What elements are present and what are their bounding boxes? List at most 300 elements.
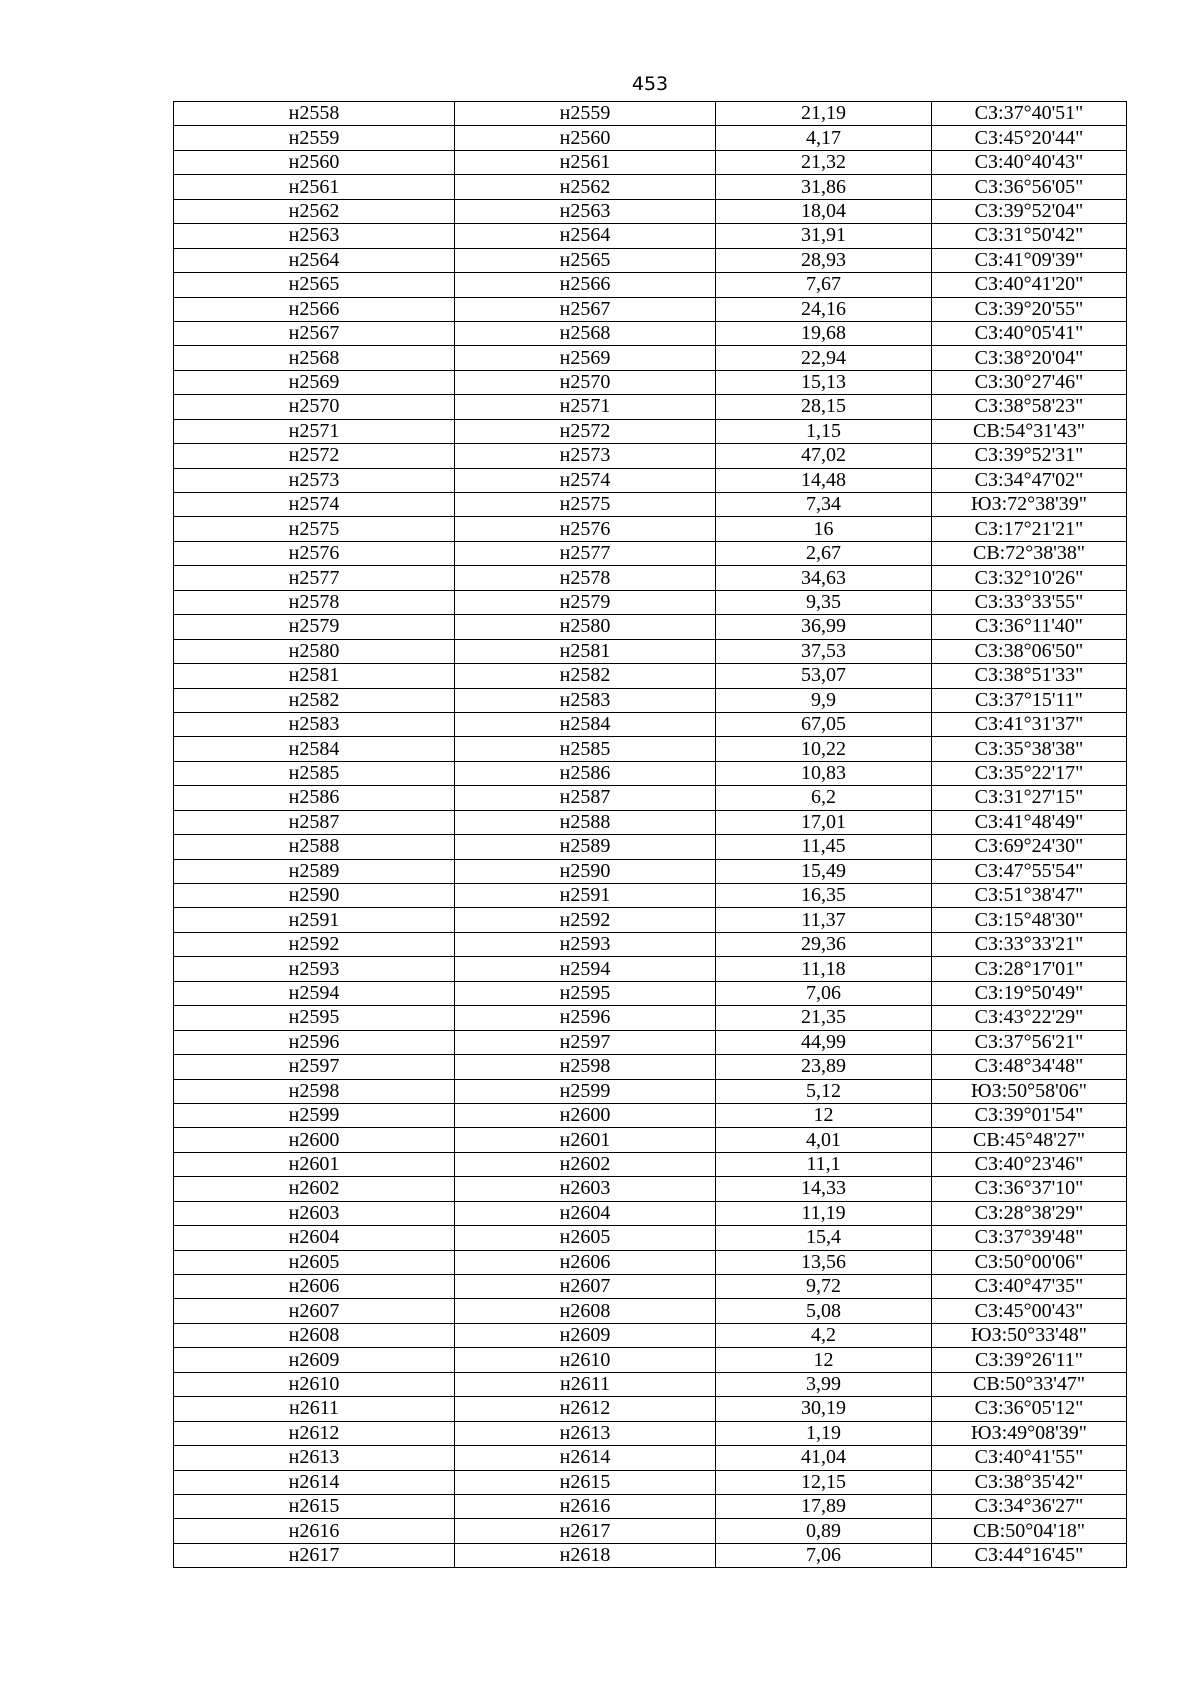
length-cell: 4,17 (716, 126, 932, 150)
to-point-cell: н2603 (455, 1177, 716, 1201)
length-cell: 11,37 (716, 908, 932, 932)
bearing-cell: СЗ:40°41'20" (932, 273, 1127, 297)
bearing-cell: СЗ:38°06'50" (932, 639, 1127, 663)
to-point-cell: н2616 (455, 1494, 716, 1518)
length-cell: 12 (716, 1103, 932, 1127)
length-cell: 7,34 (716, 493, 932, 517)
length-cell: 7,06 (716, 1543, 932, 1567)
from-point-cell: н2569 (174, 370, 455, 394)
length-cell: 16,35 (716, 884, 932, 908)
table-row (174, 639, 1127, 663)
from-point-cell: н2588 (174, 835, 455, 859)
from-point-cell: н2589 (174, 859, 455, 883)
to-point-cell: н2618 (455, 1543, 716, 1567)
from-point-cell: н2566 (174, 297, 455, 321)
bearing-cell: СЗ:45°20'44" (932, 126, 1127, 150)
coordinates-table (173, 101, 1127, 1568)
bearing-cell: СЗ:51°38'47" (932, 884, 1127, 908)
to-point-cell: н2559 (455, 102, 716, 126)
length-cell: 30,19 (716, 1397, 932, 1421)
from-point-cell: н2578 (174, 590, 455, 614)
to-point-cell: н2578 (455, 566, 716, 590)
length-cell: 5,12 (716, 1079, 932, 1103)
from-point-cell: н2587 (174, 810, 455, 834)
from-point-cell: н2609 (174, 1348, 455, 1372)
from-point-cell: н2617 (174, 1543, 455, 1567)
from-point-cell: н2594 (174, 981, 455, 1005)
bearing-cell: СЗ:39°01'54" (932, 1103, 1127, 1127)
from-point-cell: н2595 (174, 1006, 455, 1030)
from-point-cell: н2615 (174, 1494, 455, 1518)
from-point-cell: н2592 (174, 932, 455, 956)
table-row (174, 493, 1127, 517)
table-row (174, 1494, 1127, 1518)
to-point-cell: н2560 (455, 126, 716, 150)
bearing-cell: СЗ:31°27'15" (932, 786, 1127, 810)
from-point-cell: н2607 (174, 1299, 455, 1323)
length-cell: 24,16 (716, 297, 932, 321)
to-point-cell: н2561 (455, 150, 716, 174)
to-point-cell: н2586 (455, 761, 716, 785)
to-point-cell: н2568 (455, 321, 716, 345)
from-point-cell: н2576 (174, 541, 455, 565)
table-row (174, 1421, 1127, 1445)
length-cell: 21,19 (716, 102, 932, 126)
table-row (174, 884, 1127, 908)
bearing-cell: СЗ:32°10'26" (932, 566, 1127, 590)
to-point-cell: н2596 (455, 1006, 716, 1030)
length-cell: 11,45 (716, 835, 932, 859)
bearing-cell: СЗ:15°48'30" (932, 908, 1127, 932)
table-row (174, 1446, 1127, 1470)
length-cell: 2,67 (716, 541, 932, 565)
length-cell: 11,19 (716, 1201, 932, 1225)
to-point-cell: н2571 (455, 395, 716, 419)
length-cell: 18,04 (716, 199, 932, 223)
bearing-cell: СЗ:40°47'35" (932, 1275, 1127, 1299)
from-point-cell: н2611 (174, 1397, 455, 1421)
bearing-cell: СЗ:37°40'51" (932, 102, 1127, 126)
bearing-cell: СЗ:28°38'29" (932, 1201, 1127, 1225)
table-row (174, 664, 1127, 688)
bearing-cell: СВ:50°33'47" (932, 1372, 1127, 1396)
to-point-cell: н2573 (455, 444, 716, 468)
table-row (174, 835, 1127, 859)
to-point-cell: н2601 (455, 1128, 716, 1152)
from-point-cell: н2571 (174, 419, 455, 443)
table-row (174, 248, 1127, 272)
to-point-cell: н2563 (455, 199, 716, 223)
length-cell: 13,56 (716, 1250, 932, 1274)
length-cell: 5,08 (716, 1299, 932, 1323)
bearing-cell: СЗ:33°33'21" (932, 932, 1127, 956)
page-number: 453 (631, 73, 669, 95)
table-row (174, 297, 1127, 321)
from-point-cell: н2559 (174, 126, 455, 150)
table-row (174, 737, 1127, 761)
to-point-cell: н2592 (455, 908, 716, 932)
table-row (174, 761, 1127, 785)
to-point-cell: н2587 (455, 786, 716, 810)
table-row (174, 370, 1127, 394)
bearing-cell: СЗ:44°16'45" (932, 1543, 1127, 1567)
length-cell: 14,48 (716, 468, 932, 492)
length-cell: 28,93 (716, 248, 932, 272)
from-point-cell: н2593 (174, 957, 455, 981)
length-cell: 34,63 (716, 566, 932, 590)
bearing-cell: ЮЗ:49°08'39" (932, 1421, 1127, 1445)
from-point-cell: н2616 (174, 1519, 455, 1543)
to-point-cell: н2605 (455, 1226, 716, 1250)
bearing-cell: СВ:50°04'18" (932, 1519, 1127, 1543)
to-point-cell: н2582 (455, 664, 716, 688)
to-point-cell: н2611 (455, 1372, 716, 1396)
length-cell: 15,4 (716, 1226, 932, 1250)
from-point-cell: н2580 (174, 639, 455, 663)
length-cell: 9,35 (716, 590, 932, 614)
to-point-cell: н2565 (455, 248, 716, 272)
table-row (174, 1543, 1127, 1567)
table-row (174, 1079, 1127, 1103)
table-row (174, 102, 1127, 126)
table-row (174, 1030, 1127, 1054)
length-cell: 29,36 (716, 932, 932, 956)
table-row (174, 981, 1127, 1005)
to-point-cell: н2574 (455, 468, 716, 492)
length-cell: 44,99 (716, 1030, 932, 1054)
bearing-cell: СЗ:33°33'55" (932, 590, 1127, 614)
to-point-cell: н2612 (455, 1397, 716, 1421)
length-cell: 10,22 (716, 737, 932, 761)
table-row (174, 1470, 1127, 1494)
length-cell: 37,53 (716, 639, 932, 663)
bearing-cell: СЗ:38°58'23" (932, 395, 1127, 419)
table-row (174, 1397, 1127, 1421)
table-row (174, 273, 1127, 297)
length-cell: 53,07 (716, 664, 932, 688)
from-point-cell: н2606 (174, 1275, 455, 1299)
bearing-cell: СЗ:34°36'27" (932, 1494, 1127, 1518)
table-row (174, 126, 1127, 150)
bearing-cell: СЗ:40°23'46" (932, 1152, 1127, 1176)
bearing-cell: СЗ:36°11'40" (932, 615, 1127, 639)
bearing-cell: СЗ:40°05'41" (932, 321, 1127, 345)
to-point-cell: н2608 (455, 1299, 716, 1323)
to-point-cell: н2566 (455, 273, 716, 297)
table-row (174, 419, 1127, 443)
length-cell: 1,19 (716, 1421, 932, 1445)
table-row (174, 1177, 1127, 1201)
length-cell: 3,99 (716, 1372, 932, 1396)
bearing-cell: СЗ:36°05'12" (932, 1397, 1127, 1421)
to-point-cell: н2585 (455, 737, 716, 761)
to-point-cell: н2575 (455, 493, 716, 517)
from-point-cell: н2583 (174, 712, 455, 736)
to-point-cell: н2606 (455, 1250, 716, 1274)
from-point-cell: н2562 (174, 199, 455, 223)
bearing-cell: ЮЗ:50°33'48" (932, 1323, 1127, 1347)
from-point-cell: н2610 (174, 1372, 455, 1396)
bearing-cell: СВ:45°48'27" (932, 1128, 1127, 1152)
table-row (174, 1250, 1127, 1274)
length-cell: 10,83 (716, 761, 932, 785)
bearing-cell: СЗ:69°24'30" (932, 835, 1127, 859)
table-row (174, 1226, 1127, 1250)
table-row (174, 1152, 1127, 1176)
from-point-cell: н2565 (174, 273, 455, 297)
length-cell: 4,2 (716, 1323, 932, 1347)
length-cell: 28,15 (716, 395, 932, 419)
length-cell: 11,1 (716, 1152, 932, 1176)
to-point-cell: н2597 (455, 1030, 716, 1054)
from-point-cell: н2601 (174, 1152, 455, 1176)
to-point-cell: н2598 (455, 1055, 716, 1079)
bearing-cell: СЗ:40°40'43" (932, 150, 1127, 174)
to-point-cell: н2567 (455, 297, 716, 321)
bearing-cell: СЗ:35°22'17" (932, 761, 1127, 785)
to-point-cell: н2562 (455, 175, 716, 199)
to-point-cell: н2602 (455, 1152, 716, 1176)
from-point-cell: н2564 (174, 248, 455, 272)
to-point-cell: н2584 (455, 712, 716, 736)
length-cell: 15,13 (716, 370, 932, 394)
to-point-cell: н2600 (455, 1103, 716, 1127)
from-point-cell: н2603 (174, 1201, 455, 1225)
from-point-cell: н2602 (174, 1177, 455, 1201)
length-cell: 16 (716, 517, 932, 541)
length-cell: 21,32 (716, 150, 932, 174)
bearing-cell: СЗ:41°09'39" (932, 248, 1127, 272)
bearing-cell: СЗ:40°41'55" (932, 1446, 1127, 1470)
from-point-cell: н2586 (174, 786, 455, 810)
bearing-cell: СЗ:30°27'46" (932, 370, 1127, 394)
from-point-cell: н2577 (174, 566, 455, 590)
bearing-cell: СЗ:39°52'04" (932, 199, 1127, 223)
bearing-cell: СЗ:37°56'21" (932, 1030, 1127, 1054)
to-point-cell: н2580 (455, 615, 716, 639)
bearing-cell: СЗ:43°22'29" (932, 1006, 1127, 1030)
table-row (174, 541, 1127, 565)
bearing-cell: СЗ:39°26'11" (932, 1348, 1127, 1372)
bearing-cell: СЗ:17°21'21" (932, 517, 1127, 541)
table-row (174, 688, 1127, 712)
from-point-cell: н2582 (174, 688, 455, 712)
from-point-cell: н2575 (174, 517, 455, 541)
table-row (174, 1323, 1127, 1347)
length-cell: 4,01 (716, 1128, 932, 1152)
bearing-cell: СЗ:36°56'05" (932, 175, 1127, 199)
length-cell: 31,91 (716, 224, 932, 248)
table-row (174, 1519, 1127, 1543)
table-row (174, 1299, 1127, 1323)
table-row (174, 1103, 1127, 1127)
bearing-cell: СЗ:47°55'54" (932, 859, 1127, 883)
from-point-cell: н2567 (174, 321, 455, 345)
from-point-cell: н2599 (174, 1103, 455, 1127)
from-point-cell: н2574 (174, 493, 455, 517)
to-point-cell: н2570 (455, 370, 716, 394)
from-point-cell: н2598 (174, 1079, 455, 1103)
length-cell: 15,49 (716, 859, 932, 883)
length-cell: 12 (716, 1348, 932, 1372)
from-point-cell: н2614 (174, 1470, 455, 1494)
length-cell: 6,2 (716, 786, 932, 810)
bearing-cell: СЗ:35°38'38" (932, 737, 1127, 761)
length-cell: 7,06 (716, 981, 932, 1005)
length-cell: 17,01 (716, 810, 932, 834)
to-point-cell: н2579 (455, 590, 716, 614)
table-row (174, 908, 1127, 932)
to-point-cell: н2614 (455, 1446, 716, 1470)
table-row (174, 444, 1127, 468)
to-point-cell: н2589 (455, 835, 716, 859)
to-point-cell: н2572 (455, 419, 716, 443)
to-point-cell: н2564 (455, 224, 716, 248)
length-cell: 31,86 (716, 175, 932, 199)
table-body (174, 102, 1127, 1568)
table-row (174, 1372, 1127, 1396)
table-row (174, 199, 1127, 223)
table-row (174, 590, 1127, 614)
bearing-cell: СЗ:28°17'01" (932, 957, 1127, 981)
length-cell: 14,33 (716, 1177, 932, 1201)
to-point-cell: н2595 (455, 981, 716, 1005)
to-point-cell: н2581 (455, 639, 716, 663)
from-point-cell: н2579 (174, 615, 455, 639)
table-row (174, 346, 1127, 370)
to-point-cell: н2599 (455, 1079, 716, 1103)
bearing-cell: СЗ:38°51'33" (932, 664, 1127, 688)
length-cell: 17,89 (716, 1494, 932, 1518)
length-cell: 11,18 (716, 957, 932, 981)
from-point-cell: н2563 (174, 224, 455, 248)
from-point-cell: н2590 (174, 884, 455, 908)
bearing-cell: СЗ:50°00'06" (932, 1250, 1127, 1274)
to-point-cell: н2569 (455, 346, 716, 370)
bearing-cell: СЗ:39°52'31" (932, 444, 1127, 468)
from-point-cell: н2570 (174, 395, 455, 419)
from-point-cell: н2605 (174, 1250, 455, 1274)
bearing-cell: СЗ:41°48'49" (932, 810, 1127, 834)
table-row (174, 1201, 1127, 1225)
to-point-cell: н2615 (455, 1470, 716, 1494)
from-point-cell: н2561 (174, 175, 455, 199)
from-point-cell: н2585 (174, 761, 455, 785)
length-cell: 9,72 (716, 1275, 932, 1299)
to-point-cell: н2610 (455, 1348, 716, 1372)
from-point-cell: н2600 (174, 1128, 455, 1152)
table-row (174, 786, 1127, 810)
table-row (174, 1006, 1127, 1030)
bearing-cell: СЗ:41°31'37" (932, 712, 1127, 736)
table-row (174, 615, 1127, 639)
from-point-cell: н2597 (174, 1055, 455, 1079)
table-row (174, 1348, 1127, 1372)
to-point-cell: н2609 (455, 1323, 716, 1347)
length-cell: 36,99 (716, 615, 932, 639)
table-row (174, 321, 1127, 345)
length-cell: 23,89 (716, 1055, 932, 1079)
length-cell: 12,15 (716, 1470, 932, 1494)
length-cell: 47,02 (716, 444, 932, 468)
table-row (174, 1275, 1127, 1299)
table-row (174, 1055, 1127, 1079)
to-point-cell: н2607 (455, 1275, 716, 1299)
to-point-cell: н2588 (455, 810, 716, 834)
to-point-cell: н2576 (455, 517, 716, 541)
from-point-cell: н2558 (174, 102, 455, 126)
to-point-cell: н2583 (455, 688, 716, 712)
table-row (174, 1128, 1127, 1152)
from-point-cell: н2581 (174, 664, 455, 688)
to-point-cell: н2591 (455, 884, 716, 908)
to-point-cell: н2577 (455, 541, 716, 565)
length-cell: 9,9 (716, 688, 932, 712)
bearing-cell: СВ:72°38'38" (932, 541, 1127, 565)
table-row (174, 859, 1127, 883)
bearing-cell: СЗ:34°47'02" (932, 468, 1127, 492)
from-point-cell: н2591 (174, 908, 455, 932)
length-cell: 7,67 (716, 273, 932, 297)
bearing-cell: СВ:54°31'43" (932, 419, 1127, 443)
table-row (174, 810, 1127, 834)
length-cell: 1,15 (716, 419, 932, 443)
bearing-cell: СЗ:31°50'42" (932, 224, 1127, 248)
table-row (174, 175, 1127, 199)
length-cell: 0,89 (716, 1519, 932, 1543)
length-cell: 67,05 (716, 712, 932, 736)
table-row (174, 566, 1127, 590)
bearing-cell: ЮЗ:50°58'06" (932, 1079, 1127, 1103)
length-cell: 22,94 (716, 346, 932, 370)
from-point-cell: н2604 (174, 1226, 455, 1250)
table-row (174, 957, 1127, 981)
from-point-cell: н2573 (174, 468, 455, 492)
to-point-cell: н2613 (455, 1421, 716, 1445)
from-point-cell: н2568 (174, 346, 455, 370)
to-point-cell: н2604 (455, 1201, 716, 1225)
table-row (174, 932, 1127, 956)
table-row (174, 517, 1127, 541)
from-point-cell: н2612 (174, 1421, 455, 1445)
bearing-cell: СЗ:38°20'04" (932, 346, 1127, 370)
from-point-cell: н2560 (174, 150, 455, 174)
table-row (174, 224, 1127, 248)
to-point-cell: н2617 (455, 1519, 716, 1543)
table-row (174, 468, 1127, 492)
table-row (174, 395, 1127, 419)
bearing-cell: СЗ:36°37'10" (932, 1177, 1127, 1201)
bearing-cell: СЗ:37°15'11" (932, 688, 1127, 712)
length-cell: 19,68 (716, 321, 932, 345)
bearing-cell: СЗ:38°35'42" (932, 1470, 1127, 1494)
bearing-cell: СЗ:48°34'48" (932, 1055, 1127, 1079)
from-point-cell: н2596 (174, 1030, 455, 1054)
to-point-cell: н2593 (455, 932, 716, 956)
bearing-cell: СЗ:19°50'49" (932, 981, 1127, 1005)
bearing-cell: ЮЗ:72°38'39" (932, 493, 1127, 517)
from-point-cell: н2608 (174, 1323, 455, 1347)
to-point-cell: н2594 (455, 957, 716, 981)
length-cell: 21,35 (716, 1006, 932, 1030)
from-point-cell: н2572 (174, 444, 455, 468)
length-cell: 41,04 (716, 1446, 932, 1470)
to-point-cell: н2590 (455, 859, 716, 883)
table-row (174, 150, 1127, 174)
bearing-cell: СЗ:39°20'55" (932, 297, 1127, 321)
from-point-cell: н2613 (174, 1446, 455, 1470)
bearing-cell: СЗ:45°00'43" (932, 1299, 1127, 1323)
